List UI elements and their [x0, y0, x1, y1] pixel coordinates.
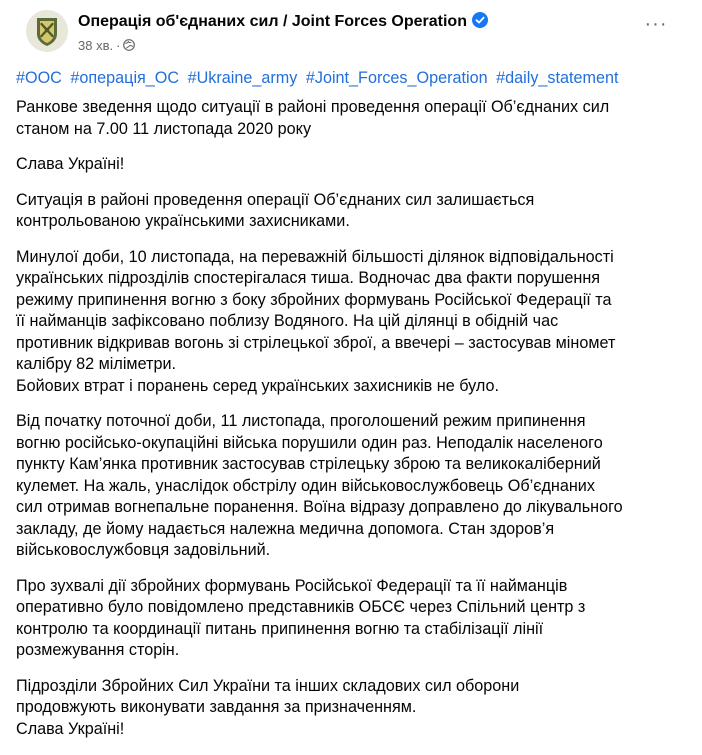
hashtag-link[interactable]: #Joint_Forces_Operation: [305, 69, 488, 87]
verified-badge-icon: [472, 12, 488, 28]
post-paragraph: Ситуація в районі проведення операції Об’єднаних сил залишається контрольованою українськими захисниками.: [16, 190, 535, 230]
page-name[interactable]: Операція об'єднаних сил / Joint Forces Operation: [78, 13, 467, 30]
jfo-emblem-icon: [26, 10, 68, 52]
post-timestamp[interactable]: 38 хв.: [78, 38, 114, 53]
post-header: [16, 0, 686, 62]
meta-separator: ·: [116, 38, 121, 53]
globe-icon[interactable]: [123, 39, 135, 51]
hashtag-link[interactable]: #Ukraine_army: [187, 69, 298, 87]
post-paragraph: Від початку поточної доби, 11 листопада, проголошений режим припинення вогню російсько-окупаційні війська порушили один раз. Неподалік населеного пункту Кам’янка противник застосував стрілецьку зброю та великокаліберний кулемет. На жаль, унаслідок обстрілу один військовослужбовець Об’єднаних сил отримав вогнепальне поранення. Воїна відразу доправлено до лікувального закладу, де йому надається належна медична допомога. Стан здоров’я військовослужбовця задовільний.: [16, 412, 623, 559]
post-paragraph: Слава Україні!: [16, 155, 125, 173]
post-paragraph: Минулої доби, 10 листопада, на переважній більшості ділянок відповідальності українських підрозділів спостерігалася тиша. Водночас два факти порушення режиму припинення вогню з боку збройних формувань Російської Федерації та її найманців зафіксовано поблизу Водяного. На цій ділянці в обідній час противник відкривав вогонь зі стрілецької зброї, а ввечері – застосував міномет калібру 82 міліметри. Бойових втрат і поранень серед українських захисників не було.: [16, 247, 616, 395]
hashtag-link[interactable]: #ООС: [16, 69, 62, 87]
hashtag-link[interactable]: #daily_statement: [496, 69, 619, 87]
hashtag-list: [16, 66, 691, 90]
more-options-icon[interactable]: ···: [644, 13, 668, 35]
post-paragraph: Ранкове зведення щодо ситуації в районі проведення операції Об’єднаних сил станом на 7.00 11 листопада 2020 року: [16, 98, 610, 138]
post-meta: [78, 38, 135, 53]
hashtag-link[interactable]: #операція_ОС: [70, 69, 180, 87]
post-paragraph: Підрозділи Збройних Сил України та інших складових сил оборони продовжують виконувати завдання за призначенням. Слава Україні!: [16, 676, 520, 738]
page-name-row: [78, 12, 488, 31]
post-paragraph: Про зухвалі дії збройних формувань Російської Федерації та її найманців оперативно було повідомлено представників ОБСЄ через Спільний центр з контролю та координації питань припинення вогню та стабілізації лінії розмежування сторін.: [16, 576, 586, 659]
page-avatar[interactable]: [26, 10, 68, 52]
post-body: [16, 66, 691, 754]
